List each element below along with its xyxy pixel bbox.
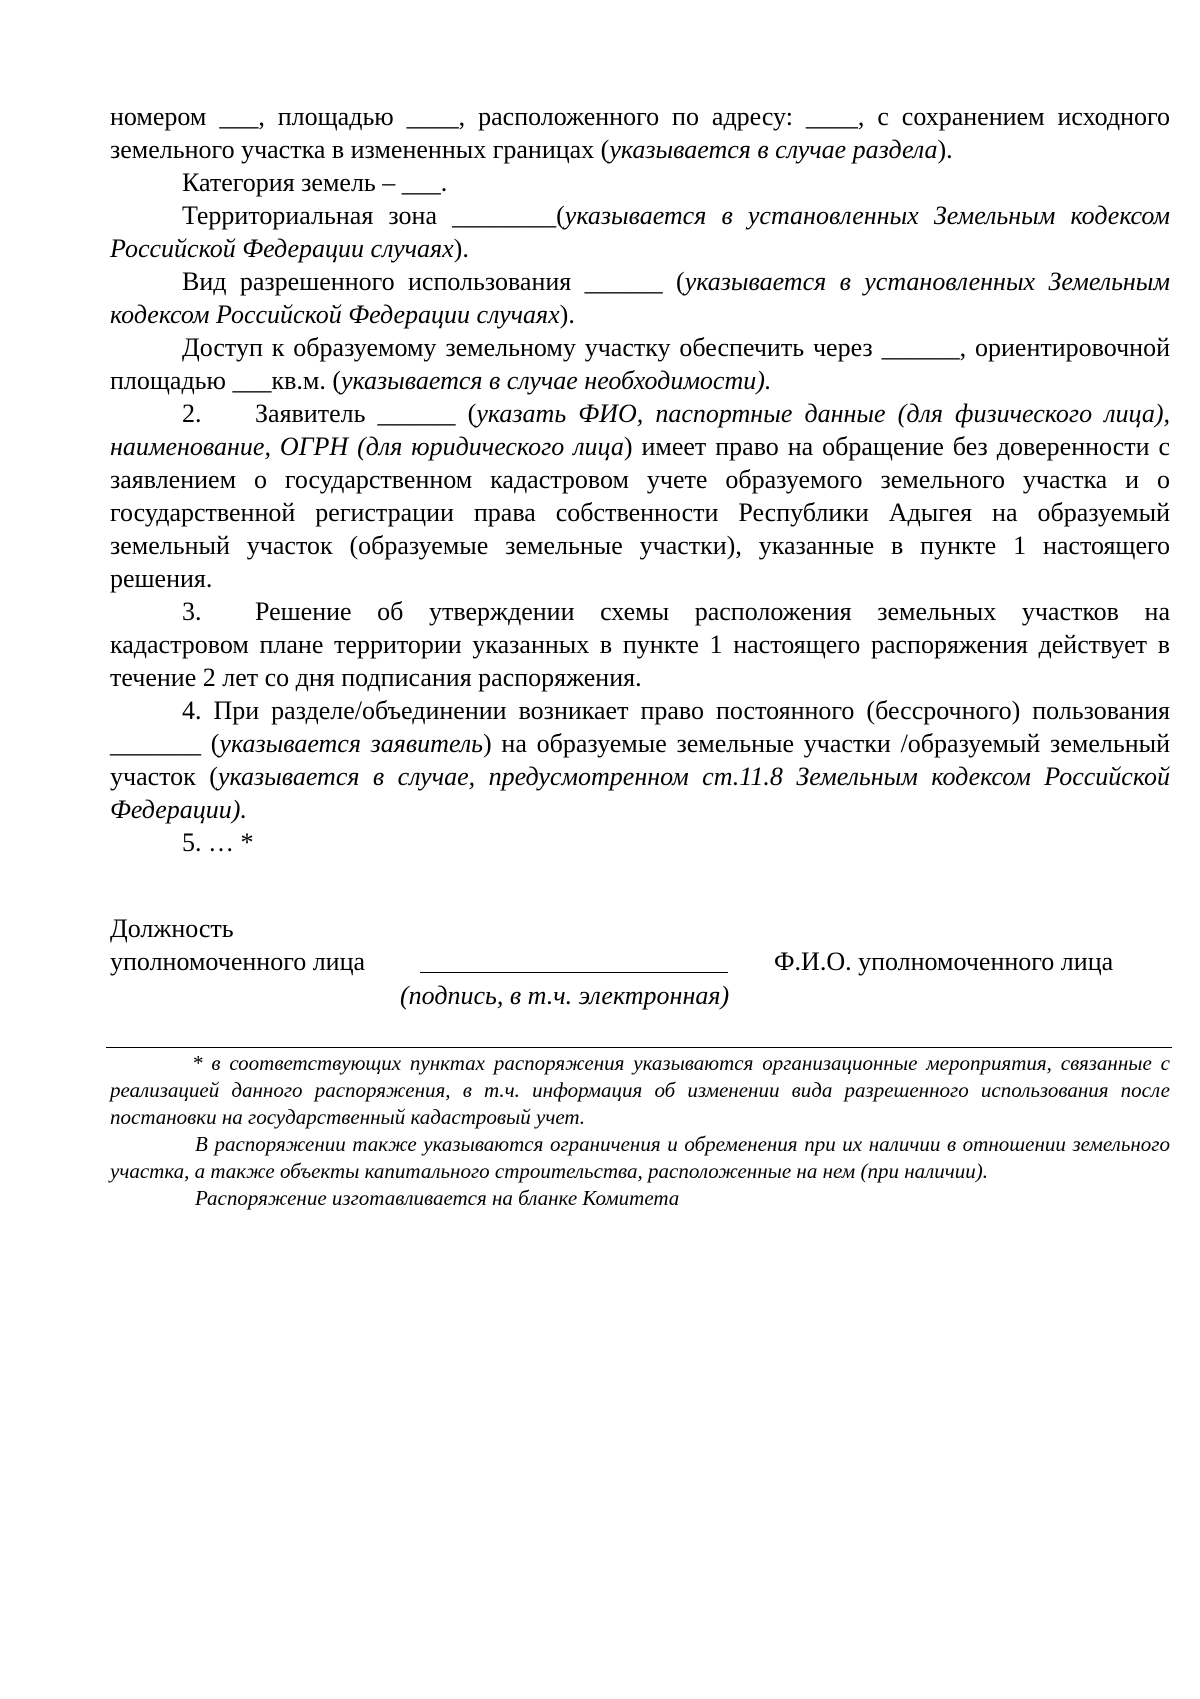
paragraph-land-category: Категория земель – ___. bbox=[182, 168, 448, 197]
signature-fio-label: Ф.И.О. уполномоченного лица bbox=[774, 947, 1114, 976]
footnote-2: В распоряжении также указываются ограничения и обременения при их наличии в отношении земельного участка, а также объекты капитального строительства, расположенные на нем (при наличии). bbox=[110, 1132, 1170, 1183]
paragraph-territorial-zone: Территориальная зона ________(указывается в установленных Земельным кодексом Российской Федерации случаях). bbox=[110, 201, 1170, 263]
item-number: 3. bbox=[182, 597, 202, 626]
paragraph-boundaries: номером ___, площадью ____, расположенного по адресу: ____, с сохранением исходного земельного участка в измененных границах (указывается в случае раздела). bbox=[110, 102, 1170, 164]
paragraph-access: Доступ к образуемому земельному участку обеспечить через ______, ориентировочной площадью ___кв.м. (указывается в случае необходимости). bbox=[110, 333, 1170, 395]
signature-line bbox=[420, 972, 728, 973]
document-body bbox=[110, 100, 1170, 859]
item-number: 2. bbox=[182, 399, 202, 428]
signature-role-label: уполномоченного лица bbox=[110, 947, 366, 976]
signature-position-label: Должность bbox=[110, 914, 234, 943]
paragraph-item-5: 5. … * bbox=[182, 828, 254, 857]
paragraph-permitted-use: Вид разрешенного использования ______ (указывается в установленных Земельным кодексом Российской Федерации случаях). bbox=[110, 267, 1170, 329]
footnote-1: * в соответствующих пунктах распоряжения указываются организационные мероприятия, связанные с реализацией данного распоряжения, в т.ч. информация об изменении вида разрешенного использования после постановки на государственный кадастровый учет. bbox=[110, 1051, 1170, 1129]
footnote-divider bbox=[106, 1047, 1172, 1048]
footnote-3: Распоряжение изготавливается на бланке Комитета bbox=[195, 1186, 680, 1210]
paragraph-item-2-applicant: 2. Заявитель ______ (указать ФИО, паспортные данные (для физического лица), наименование, ОГРН (для юридического лица) имеет право на обращение без доверенности с заявлением о государственном кадастровом учете образуемого земельного участка и о государственной регистрации права собственности Республики Адыгея на образуемый земельный участок (образуемые земельные участки), указанные в пункте 1 настоящего решения. bbox=[110, 399, 1171, 593]
paragraph-item-3-decision: 3. Решение об утверждении схемы расположения земельных участков на кадастровом плане территории указанных в пункте 1 настоящего распоряжения действует в течение 2 лет со дня подписания распоряжения. bbox=[110, 597, 1170, 692]
signature-hint: (подпись, в т.ч. электронная) bbox=[400, 981, 730, 1010]
footnotes bbox=[110, 1050, 1170, 1212]
paragraph-item-4-right-of-use: 4. При разделе/объединении возникает право постоянного (бессрочного) пользования _______ (указывается заявитель) на образуемые земельные участки /образуемый земельный участок (указывается в случае, предусмотренном ст.11.8 Земельным кодексом Российской Федерации). bbox=[110, 696, 1171, 824]
